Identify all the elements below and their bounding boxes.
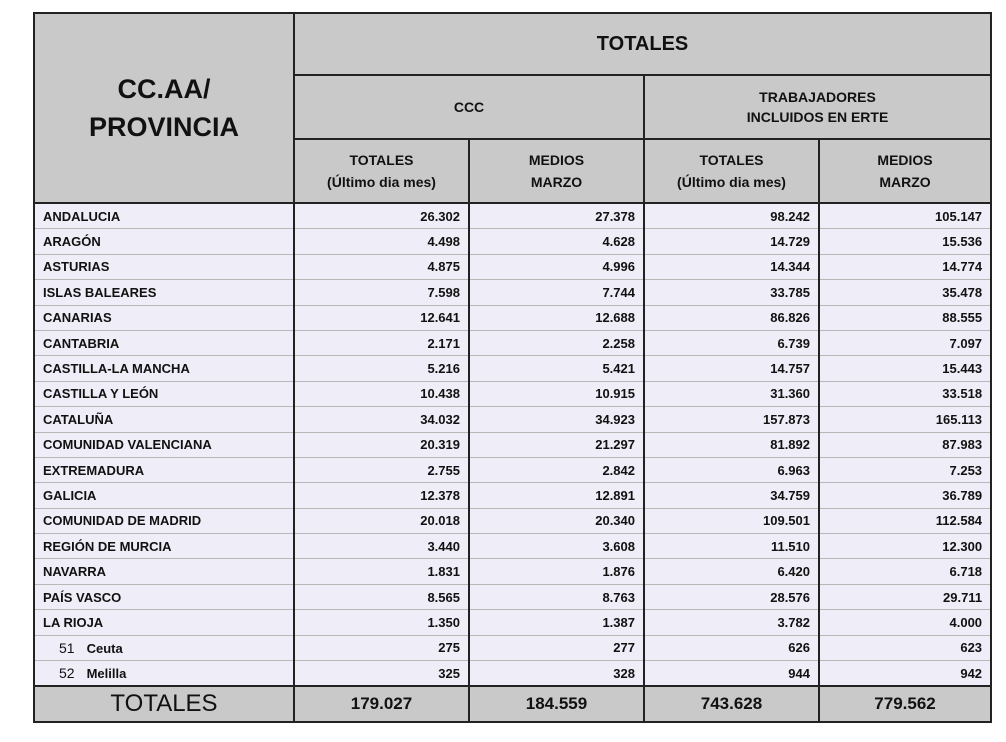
ccc-medios-cell: 21.297 — [469, 432, 644, 457]
corner-line2: PROVINCIA — [88, 112, 240, 142]
table-row — [34, 508, 991, 533]
trab-totales-cell: 33.785 — [644, 280, 819, 305]
trab-medios-cell: 15.536 — [819, 229, 991, 254]
ccc-medios-cell: 277 — [469, 635, 644, 660]
trab-totales-cell: 98.242 — [644, 203, 819, 229]
ccc-medios-cell: 12.688 — [469, 305, 644, 330]
trab-totales-cell: 14.729 — [644, 229, 819, 254]
region-name-cell — [34, 534, 294, 559]
region-name: COMUNIDAD VALENCIANA — [43, 437, 212, 453]
region-name-cell — [34, 330, 294, 355]
trab-medios-cell: 15.443 — [819, 356, 991, 381]
region-name-cell — [34, 305, 294, 330]
trabajadores-header — [644, 75, 991, 139]
ccc-medios-cell: 10.915 — [469, 381, 644, 406]
ccc-totales-cell: 4.498 — [294, 229, 469, 254]
table-row — [34, 610, 991, 635]
region-name: CASTILLA-LA MANCHA — [43, 361, 190, 377]
region-name-cell — [34, 635, 294, 660]
ccc-medios-cell: 8.763 — [469, 584, 644, 609]
trab-medios-cell: 35.478 — [819, 280, 991, 305]
table-row — [34, 457, 991, 482]
trab-totales-cell: 6.420 — [644, 559, 819, 584]
sub-header-line2: MARZO — [530, 174, 583, 190]
region-name: PAÍS VASCO — [43, 589, 122, 605]
region-name: ANDALUCIA — [43, 208, 121, 224]
ccc-totales-cell: 20.319 — [294, 432, 469, 457]
trab-totales-cell: 3.782 — [644, 610, 819, 635]
erte-table — [33, 12, 992, 723]
table-row — [34, 381, 991, 406]
trab-totales-cell: 14.757 — [644, 356, 819, 381]
region-name: NAVARRA — [43, 564, 107, 580]
trab-totales-cell: 31.360 — [644, 381, 819, 406]
table-row — [34, 407, 991, 432]
ccc-header: CCC — [294, 75, 644, 139]
trab-medios-cell: 4.000 — [819, 610, 991, 635]
table-row — [34, 356, 991, 381]
trabajadores-line1: TRABAJADORES — [759, 89, 876, 105]
trab-medios-cell: 7.253 — [819, 457, 991, 482]
totals-trab-totales: 743.628 — [644, 686, 819, 722]
ccc-totales-cell: 325 — [294, 661, 469, 687]
table-row — [34, 635, 991, 660]
region-name-cell — [34, 432, 294, 457]
region-name: CANARIAS — [43, 310, 112, 326]
region-name: ASTURIAS — [43, 259, 110, 275]
ccc-medios-cell: 4.628 — [469, 229, 644, 254]
province-code: 52 — [59, 665, 75, 682]
trab-medios-cell: 12.300 — [819, 534, 991, 559]
ccc-totales-cell: 7.598 — [294, 280, 469, 305]
region-name: CANTABRIA — [43, 335, 120, 351]
table-row — [34, 305, 991, 330]
ccc-medios-cell: 12.891 — [469, 483, 644, 508]
totals-trab-medios: 779.562 — [819, 686, 991, 722]
corner-line1: CC.AA/ — [117, 74, 211, 104]
table-header — [34, 13, 991, 203]
ccc-medios-cell: 2.258 — [469, 330, 644, 355]
trab-totales-cell: 157.873 — [644, 407, 819, 432]
table-row — [34, 661, 991, 687]
ccc-totales-cell: 34.032 — [294, 407, 469, 432]
sub-header-ccc-totales — [294, 139, 469, 203]
trab-medios-cell: 6.718 — [819, 559, 991, 584]
ccc-medios-cell: 1.876 — [469, 559, 644, 584]
trab-totales-cell: 14.344 — [644, 254, 819, 279]
trab-totales-cell: 11.510 — [644, 534, 819, 559]
region-name-cell — [34, 508, 294, 533]
ccc-totales-cell: 275 — [294, 635, 469, 660]
ccc-medios-cell: 20.340 — [469, 508, 644, 533]
ccc-totales-cell: 2.171 — [294, 330, 469, 355]
ccc-totales-cell: 10.438 — [294, 381, 469, 406]
region-name-cell — [34, 584, 294, 609]
ccc-totales-cell: 5.216 — [294, 356, 469, 381]
region-name: Ceuta — [86, 640, 123, 656]
ccc-totales-cell: 3.440 — [294, 534, 469, 559]
province-code: 51 — [59, 639, 75, 656]
ccc-medios-cell: 2.842 — [469, 457, 644, 482]
totals-ccc-totales: 179.027 — [294, 686, 469, 722]
region-name-cell — [34, 661, 294, 687]
region-name-cell — [34, 381, 294, 406]
region-name: COMUNIDAD DE MADRID — [43, 513, 202, 529]
trab-totales-cell: 86.826 — [644, 305, 819, 330]
sub-header-line1: MEDIOS — [877, 152, 933, 168]
sub-header-line1: TOTALES — [349, 152, 414, 168]
ccc-medios-cell: 4.996 — [469, 254, 644, 279]
table-row — [34, 534, 991, 559]
sub-header-line1: TOTALES — [699, 152, 764, 168]
region-name-cell — [34, 407, 294, 432]
trab-medios-cell: 7.097 — [819, 330, 991, 355]
table-row — [34, 254, 991, 279]
trab-totales-cell: 28.576 — [644, 584, 819, 609]
region-name: ISLAS BALEARES — [43, 284, 157, 300]
region-name-cell — [34, 559, 294, 584]
ccc-medios-cell: 27.378 — [469, 203, 644, 229]
region-name-cell — [34, 280, 294, 305]
ccc-medios-cell: 7.744 — [469, 280, 644, 305]
totales-header: TOTALES — [294, 13, 991, 75]
region-name: LA RIOJA — [43, 614, 104, 630]
region-name-cell — [34, 610, 294, 635]
corner-header — [34, 13, 294, 203]
region-name: REGIÓN DE MURCIA — [43, 538, 172, 554]
table-row — [34, 280, 991, 305]
table-row — [34, 483, 991, 508]
ccc-medios-cell: 328 — [469, 661, 644, 687]
sub-header-trab-medios — [819, 139, 991, 203]
sub-header-line2: (Último dia mes) — [677, 174, 786, 190]
region-name: EXTREMADURA — [43, 462, 145, 478]
table-container — [33, 12, 990, 723]
sub-header-ccc-medios — [469, 139, 644, 203]
region-name-cell — [34, 254, 294, 279]
table-body — [34, 203, 991, 686]
region-name-cell — [34, 229, 294, 254]
region-name-cell — [34, 356, 294, 381]
totals-row — [34, 686, 991, 722]
trab-medios-cell: 36.789 — [819, 483, 991, 508]
sub-header-line2: MARZO — [879, 174, 931, 190]
sub-header-trab-totales — [644, 139, 819, 203]
region-name: Melilla — [86, 666, 127, 682]
table-row — [34, 584, 991, 609]
trab-totales-cell: 109.501 — [644, 508, 819, 533]
region-name: ARAGÓN — [43, 234, 101, 250]
trab-medios-cell: 942 — [819, 661, 991, 687]
trab-totales-cell: 944 — [644, 661, 819, 687]
totals-label: TOTALES — [34, 686, 294, 722]
ccc-totales-cell: 8.565 — [294, 584, 469, 609]
table-row — [34, 203, 991, 229]
ccc-totales-cell: 20.018 — [294, 508, 469, 533]
region-name: GALICIA — [43, 487, 97, 503]
region-name-cell — [34, 483, 294, 508]
table-row — [34, 229, 991, 254]
trab-totales-cell: 34.759 — [644, 483, 819, 508]
region-name-cell — [34, 203, 294, 229]
trab-medios-cell: 33.518 — [819, 381, 991, 406]
table-footer — [34, 686, 991, 722]
trab-totales-cell: 626 — [644, 635, 819, 660]
totals-ccc-medios: 184.559 — [469, 686, 644, 722]
region-name: CASTILLA Y LEÓN — [43, 386, 159, 402]
ccc-totales-cell: 12.641 — [294, 305, 469, 330]
ccc-medios-cell: 3.608 — [469, 534, 644, 559]
trab-medios-cell: 165.113 — [819, 407, 991, 432]
sub-header-line2: (Último dia mes) — [327, 174, 436, 190]
ccc-medios-cell: 5.421 — [469, 356, 644, 381]
ccc-medios-cell: 34.923 — [469, 407, 644, 432]
table-row — [34, 432, 991, 457]
sub-header-line1: MEDIOS — [528, 152, 585, 168]
trab-totales-cell: 6.739 — [644, 330, 819, 355]
ccc-totales-cell: 12.378 — [294, 483, 469, 508]
trab-medios-cell: 87.983 — [819, 432, 991, 457]
ccc-totales-cell: 4.875 — [294, 254, 469, 279]
region-name: CATALUÑA — [43, 411, 114, 427]
region-name-cell — [34, 457, 294, 482]
trab-medios-cell: 623 — [819, 635, 991, 660]
ccc-totales-cell: 2.755 — [294, 457, 469, 482]
ccc-totales-cell: 26.302 — [294, 203, 469, 229]
trab-medios-cell: 105.147 — [819, 203, 991, 229]
trabajadores-line2: INCLUIDOS EN ERTE — [746, 109, 889, 125]
ccc-medios-cell: 1.387 — [469, 610, 644, 635]
trab-totales-cell: 81.892 — [644, 432, 819, 457]
table-row — [34, 330, 991, 355]
trab-totales-cell: 6.963 — [644, 457, 819, 482]
trab-medios-cell: 14.774 — [819, 254, 991, 279]
table-row — [34, 559, 991, 584]
trab-medios-cell: 112.584 — [819, 508, 991, 533]
ccc-totales-cell: 1.350 — [294, 610, 469, 635]
trab-medios-cell: 88.555 — [819, 305, 991, 330]
ccc-totales-cell: 1.831 — [294, 559, 469, 584]
trab-medios-cell: 29.711 — [819, 584, 991, 609]
